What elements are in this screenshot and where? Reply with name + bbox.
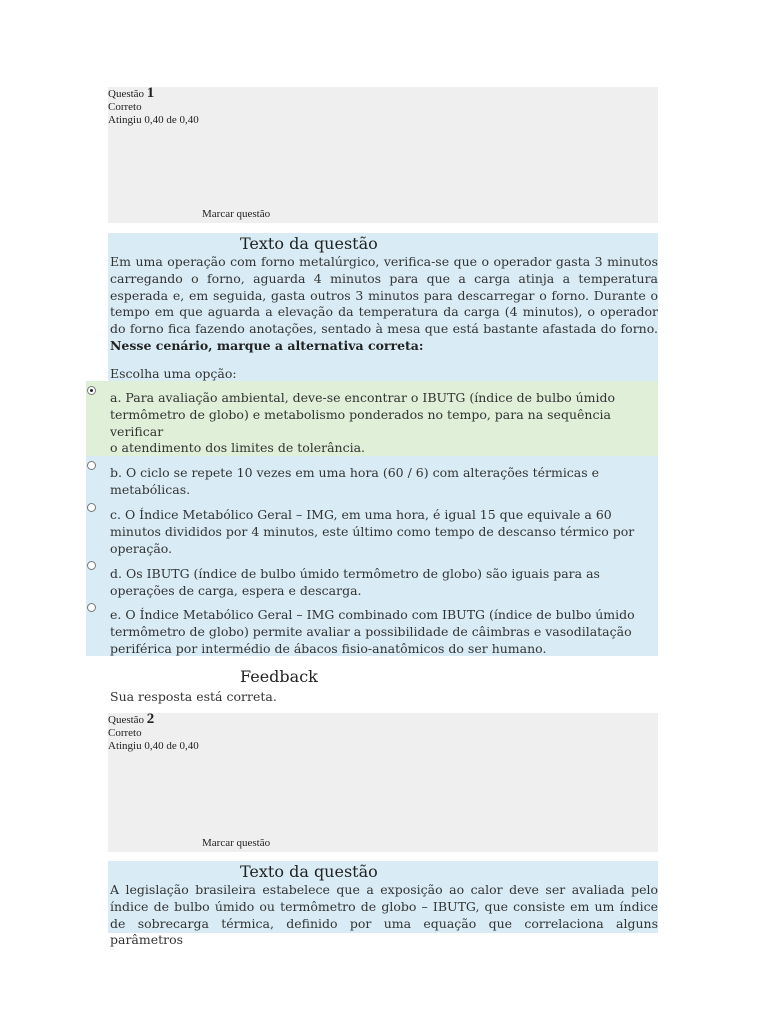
question-1-text: Em uma operação com forno metalúrgico, verifica-se que o operador gasta 3 minutos carregando o forno, aguarda 4 minutos para que a carga atinja a temperatura esperada e, em seguida, gasta outros 3 minutos para descarregar o forno. Durante o tempo em que aguarda a elevação da temperatura da carga (4 minutos), o operador do forno fica fazendo anotações, sentado à mesa que está bastante afastada do forno. Nesse cenário, marque a alternativa correta: [110,254,658,353]
option-a-text-cont[interactable]: o atendimento dos limites de tolerância. [110,440,366,455]
question-1-status: Correto [108,101,142,113]
feedback-text: Sua resposta está correta. [110,689,277,704]
choose-option-prompt: Escolha uma opção: [110,366,237,381]
question-1-number: 1 [146,85,155,101]
question-2-text-heading: Texto da questão [240,862,378,881]
option-e-radio[interactable] [87,603,96,612]
option-a-text[interactable]: a. Para avaliação ambiental, deve-se encontrar o IBUTG (índice de bulbo úmido termômetro de globo) e metabolismo ponderados no tempo, para na sequência verificar [110,390,616,439]
question-1-label: Questão 1 [108,85,155,101]
option-b-text[interactable]: b. O ciclo se repete 10 vezes em uma hora (60 / 6) com alterações térmicas e metabólicas. [110,465,600,497]
question-2-status: Correto [108,727,142,739]
option-e-text[interactable]: e. O Índice Metabólico Geral – IMG combinado com IBUTG (índice de bulbo úmido termômetro de globo) permite avaliar a possibilidade de câimbras e vasodilatação periférica por intermédio de ábacos fisio-anatômicos do ser humano. [110,607,635,656]
option-d-text[interactable]: d. Os IBUTG (índice de bulbo úmido termômetro de globo) são iguais para as operações de carga, espera e descarga. [110,566,600,598]
option-a-radio[interactable] [87,386,96,395]
flag-question-1-link[interactable]: Marcar questão [202,208,271,220]
question-2-score: Atingiu 0,40 de 0,40 [108,740,199,752]
feedback-heading: Feedback [240,667,318,686]
question-1-text-bold: Nesse cenário, marque a alternativa correta: [110,337,424,353]
option-c-radio[interactable] [87,503,96,512]
option-d-radio[interactable] [87,561,96,570]
question-2-label: Questão 2 [108,711,155,727]
flag-question-2-link[interactable]: Marcar questão [202,837,271,849]
option-c-text[interactable]: c. O Índice Metabólico Geral – IMG, em uma hora, é igual 15 que equivale a 60 minutos divididos por 4 minutos, este último como tempo de descanso térmico por operação. [110,507,635,556]
question-1-score: Atingiu 0,40 de 0,40 [108,114,199,126]
question-1-text-heading: Texto da questão [240,234,378,253]
question-2-text: A legislação brasileira estabelece que a exposição ao calor deve ser avaliada pelo índice de bulbo úmido ou termômetro de globo – IBUTG, que consiste em um índice de sobrecarga térmica, definido por uma equação que correlaciona alguns parâmetros [110,882,658,948]
question-2-number: 2 [146,711,155,727]
option-b-radio[interactable] [87,461,96,470]
question-2-info [108,713,658,852]
question-1-info [108,87,658,223]
